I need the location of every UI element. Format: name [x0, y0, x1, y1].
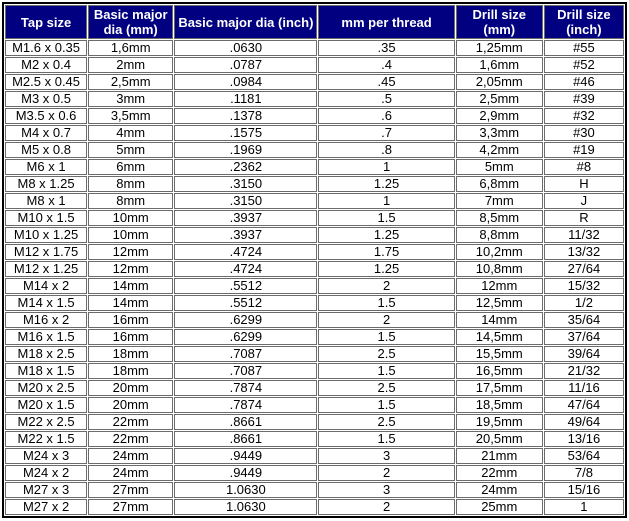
table-row: [5, 482, 624, 498]
table-cell: 24mm: [88, 448, 173, 464]
table-cell: M16 x 2: [5, 312, 87, 328]
table-row: [5, 210, 624, 226]
table-cell: 14,5mm: [456, 329, 543, 345]
table-cell: 53/64: [544, 448, 624, 464]
table-cell: 2,05mm: [456, 74, 543, 90]
table-cell: .9449: [174, 465, 317, 481]
table-cell: 15,5mm: [456, 346, 543, 362]
table-cell: 2mm: [88, 57, 173, 73]
table-cell: J: [544, 193, 624, 209]
table-cell: 2: [318, 312, 454, 328]
table-cell: 13/32: [544, 244, 624, 260]
table-cell: 5mm: [456, 159, 543, 175]
table-cell: 37/64: [544, 329, 624, 345]
table-cell: 35/64: [544, 312, 624, 328]
table-cell: 27mm: [88, 499, 173, 515]
column-header-4: mm per thread: [318, 5, 454, 39]
table-cell: 1.75: [318, 244, 454, 260]
table-cell: M5 x 0.8: [5, 142, 87, 158]
table-cell: 8,8mm: [456, 227, 543, 243]
table-cell: R: [544, 210, 624, 226]
table-cell: .3937: [174, 227, 317, 243]
column-header-5: Drill size (mm): [456, 5, 543, 39]
table-cell: 1: [318, 159, 454, 175]
table-cell: 6mm: [88, 159, 173, 175]
table-cell: M27 x 3: [5, 482, 87, 498]
table-cell: M14 x 1.5: [5, 295, 87, 311]
table-cell: 16mm: [88, 312, 173, 328]
table-cell: 22mm: [88, 414, 173, 430]
table-row: [5, 193, 624, 209]
table-cell: .5512: [174, 295, 317, 311]
table-cell: .1969: [174, 142, 317, 158]
table-cell: 2.5: [318, 346, 454, 362]
table-row: [5, 295, 624, 311]
table-cell: 10,8mm: [456, 261, 543, 277]
table-cell: .8661: [174, 414, 317, 430]
table-cell: 10mm: [88, 210, 173, 226]
column-header-1: Tap size: [5, 5, 87, 39]
table-cell: M14 x 2: [5, 278, 87, 294]
table-row: [5, 278, 624, 294]
table-cell: 14mm: [88, 295, 173, 311]
table-cell: 10,2mm: [456, 244, 543, 260]
table-cell: 15/32: [544, 278, 624, 294]
table-cell: 1: [318, 193, 454, 209]
table-cell: M8 x 1.25: [5, 176, 87, 192]
table-cell: .3937: [174, 210, 317, 226]
table-cell: 1.5: [318, 295, 454, 311]
table-cell: 1.5: [318, 210, 454, 226]
table-cell: 7/8: [544, 465, 624, 481]
table-cell: M8 x 1: [5, 193, 87, 209]
table-cell: 6,8mm: [456, 176, 543, 192]
table-cell: 18,5mm: [456, 397, 543, 413]
table-cell: 21/32: [544, 363, 624, 379]
table-cell: 24mm: [456, 482, 543, 498]
table-cell: .6299: [174, 312, 317, 328]
table-cell: 1.0630: [174, 499, 317, 515]
table-row: [5, 431, 624, 447]
table-row: [5, 346, 624, 362]
table-cell: #19: [544, 142, 624, 158]
table-cell: #52: [544, 57, 624, 73]
table-row: [5, 499, 624, 515]
table-cell: 1.5: [318, 431, 454, 447]
table-row: [5, 363, 624, 379]
table-cell: 2.5: [318, 414, 454, 430]
table-cell: M10 x 1.5: [5, 210, 87, 226]
table-cell: .5512: [174, 278, 317, 294]
table-cell: 2,9mm: [456, 108, 543, 124]
table-cell: 2: [318, 278, 454, 294]
table-cell: .7087: [174, 363, 317, 379]
table-row: [5, 91, 624, 107]
table-cell: M20 x 2.5: [5, 380, 87, 396]
table-cell: 1,6mm: [456, 57, 543, 73]
table-cell: #8: [544, 159, 624, 175]
table-cell: M16 x 1.5: [5, 329, 87, 345]
table-cell: 3: [318, 482, 454, 498]
table-row: [5, 176, 624, 192]
table-cell: M2 x 0.4: [5, 57, 87, 73]
table-cell: .9449: [174, 448, 317, 464]
table-cell: 22mm: [456, 465, 543, 481]
table-row: [5, 329, 624, 345]
table-cell: 12,5mm: [456, 295, 543, 311]
table-cell: M3.5 x 0.6: [5, 108, 87, 124]
table-cell: .7874: [174, 380, 317, 396]
table-cell: M18 x 1.5: [5, 363, 87, 379]
table-cell: .35: [318, 40, 454, 56]
table-cell: 11/32: [544, 227, 624, 243]
table-cell: 12mm: [88, 244, 173, 260]
table-cell: M24 x 3: [5, 448, 87, 464]
table-cell: .7874: [174, 397, 317, 413]
table-cell: 2.5: [318, 380, 454, 396]
table-cell: M22 x 1.5: [5, 431, 87, 447]
column-header-3: Basic major dia (inch): [174, 5, 317, 39]
table-cell: 39/64: [544, 346, 624, 362]
table-cell: 2: [318, 499, 454, 515]
table-cell: M12 x 1.75: [5, 244, 87, 260]
table-row: [5, 57, 624, 73]
table-cell: 8mm: [88, 193, 173, 209]
table-cell: 1.0630: [174, 482, 317, 498]
table-row: [5, 312, 624, 328]
table-row: [5, 244, 624, 260]
table-cell: 20,5mm: [456, 431, 543, 447]
table-cell: #32: [544, 108, 624, 124]
table-cell: 1.5: [318, 329, 454, 345]
table-cell: .1181: [174, 91, 317, 107]
table-cell: .7087: [174, 346, 317, 362]
table-cell: 27mm: [88, 482, 173, 498]
table-row: [5, 159, 624, 175]
header-row: [5, 5, 624, 39]
table-cell: 2,5mm: [456, 91, 543, 107]
table-cell: .5: [318, 91, 454, 107]
table-cell: 14mm: [456, 312, 543, 328]
table-cell: .0787: [174, 57, 317, 73]
table-cell: 10mm: [88, 227, 173, 243]
table-cell: 17,5mm: [456, 380, 543, 396]
table-cell: 3,3mm: [456, 125, 543, 141]
table-row: [5, 414, 624, 430]
table-row: [5, 227, 624, 243]
table-cell: 2: [318, 465, 454, 481]
table-cell: 3,5mm: [88, 108, 173, 124]
table-cell: 18mm: [88, 346, 173, 362]
table-cell: 18mm: [88, 363, 173, 379]
table-row: [5, 108, 624, 124]
table-cell: .8661: [174, 431, 317, 447]
table-cell: M12 x 1.25: [5, 261, 87, 277]
table-cell: M10 x 1.25: [5, 227, 87, 243]
table-cell: .7: [318, 125, 454, 141]
table-cell: .1378: [174, 108, 317, 124]
table-cell: .0630: [174, 40, 317, 56]
table-row: [5, 448, 624, 464]
table-cell: .4: [318, 57, 454, 73]
column-header-2: Basic major dia (mm): [88, 5, 173, 39]
table-cell: 20mm: [88, 397, 173, 413]
table-cell: 25mm: [456, 499, 543, 515]
tap-drill-size-table: [2, 2, 627, 518]
table-cell: 14mm: [88, 278, 173, 294]
table-cell: 16mm: [88, 329, 173, 345]
table-cell: 1.25: [318, 261, 454, 277]
table-cell: 16,5mm: [456, 363, 543, 379]
table-cell: 4mm: [88, 125, 173, 141]
table-cell: 8mm: [88, 176, 173, 192]
table-cell: 8,5mm: [456, 210, 543, 226]
table-cell: .4724: [174, 244, 317, 260]
table-cell: 11/16: [544, 380, 624, 396]
table-cell: 1/2: [544, 295, 624, 311]
table-cell: .0984: [174, 74, 317, 90]
table-cell: 47/64: [544, 397, 624, 413]
table-cell: M2.5 x 0.45: [5, 74, 87, 90]
table-cell: 13/16: [544, 431, 624, 447]
table-cell: .3150: [174, 193, 317, 209]
table-cell: 3: [318, 448, 454, 464]
table-row: [5, 261, 624, 277]
table-cell: .45: [318, 74, 454, 90]
table-cell: .6: [318, 108, 454, 124]
table-cell: 19,5mm: [456, 414, 543, 430]
table-cell: .8: [318, 142, 454, 158]
table-row: [5, 40, 624, 56]
table-row: [5, 397, 624, 413]
table-cell: #46: [544, 74, 624, 90]
table-cell: 1: [544, 499, 624, 515]
table-cell: 1,6mm: [88, 40, 173, 56]
table-cell: #39: [544, 91, 624, 107]
table-row: [5, 74, 624, 90]
table-cell: M18 x 2.5: [5, 346, 87, 362]
table-cell: #55: [544, 40, 624, 56]
table-cell: 24mm: [88, 465, 173, 481]
table-cell: .6299: [174, 329, 317, 345]
table-cell: 1.5: [318, 363, 454, 379]
table-cell: M20 x 1.5: [5, 397, 87, 413]
table-cell: #30: [544, 125, 624, 141]
table-cell: 5mm: [88, 142, 173, 158]
table-row: [5, 125, 624, 141]
table-cell: .3150: [174, 176, 317, 192]
table-body: [5, 40, 624, 515]
table-cell: .1575: [174, 125, 317, 141]
table-cell: M1.6 x 0.35: [5, 40, 87, 56]
table-cell: 20mm: [88, 380, 173, 396]
table-cell: 27/64: [544, 261, 624, 277]
table-cell: M27 x 2: [5, 499, 87, 515]
table-cell: 12mm: [88, 261, 173, 277]
table-cell: 1,25mm: [456, 40, 543, 56]
table-cell: 49/64: [544, 414, 624, 430]
table-cell: M3 x 0.5: [5, 91, 87, 107]
table-cell: 1.25: [318, 176, 454, 192]
table-cell: 1.25: [318, 227, 454, 243]
table-cell: 22mm: [88, 431, 173, 447]
table-cell: M6 x 1: [5, 159, 87, 175]
table-cell: 12mm: [456, 278, 543, 294]
table-cell: H: [544, 176, 624, 192]
column-header-6: Drill size (inch): [544, 5, 624, 39]
table-row: [5, 142, 624, 158]
table-cell: .2362: [174, 159, 317, 175]
table-cell: 4,2mm: [456, 142, 543, 158]
table-cell: .4724: [174, 261, 317, 277]
table-cell: 2,5mm: [88, 74, 173, 90]
table-cell: M4 x 0.7: [5, 125, 87, 141]
table-cell: 15/16: [544, 482, 624, 498]
table-cell: 21mm: [456, 448, 543, 464]
table-cell: 1.5: [318, 397, 454, 413]
table-cell: 7mm: [456, 193, 543, 209]
table-cell: M22 x 2.5: [5, 414, 87, 430]
table-row: [5, 380, 624, 396]
table-cell: M24 x 2: [5, 465, 87, 481]
table-row: [5, 465, 624, 481]
table-cell: 3mm: [88, 91, 173, 107]
